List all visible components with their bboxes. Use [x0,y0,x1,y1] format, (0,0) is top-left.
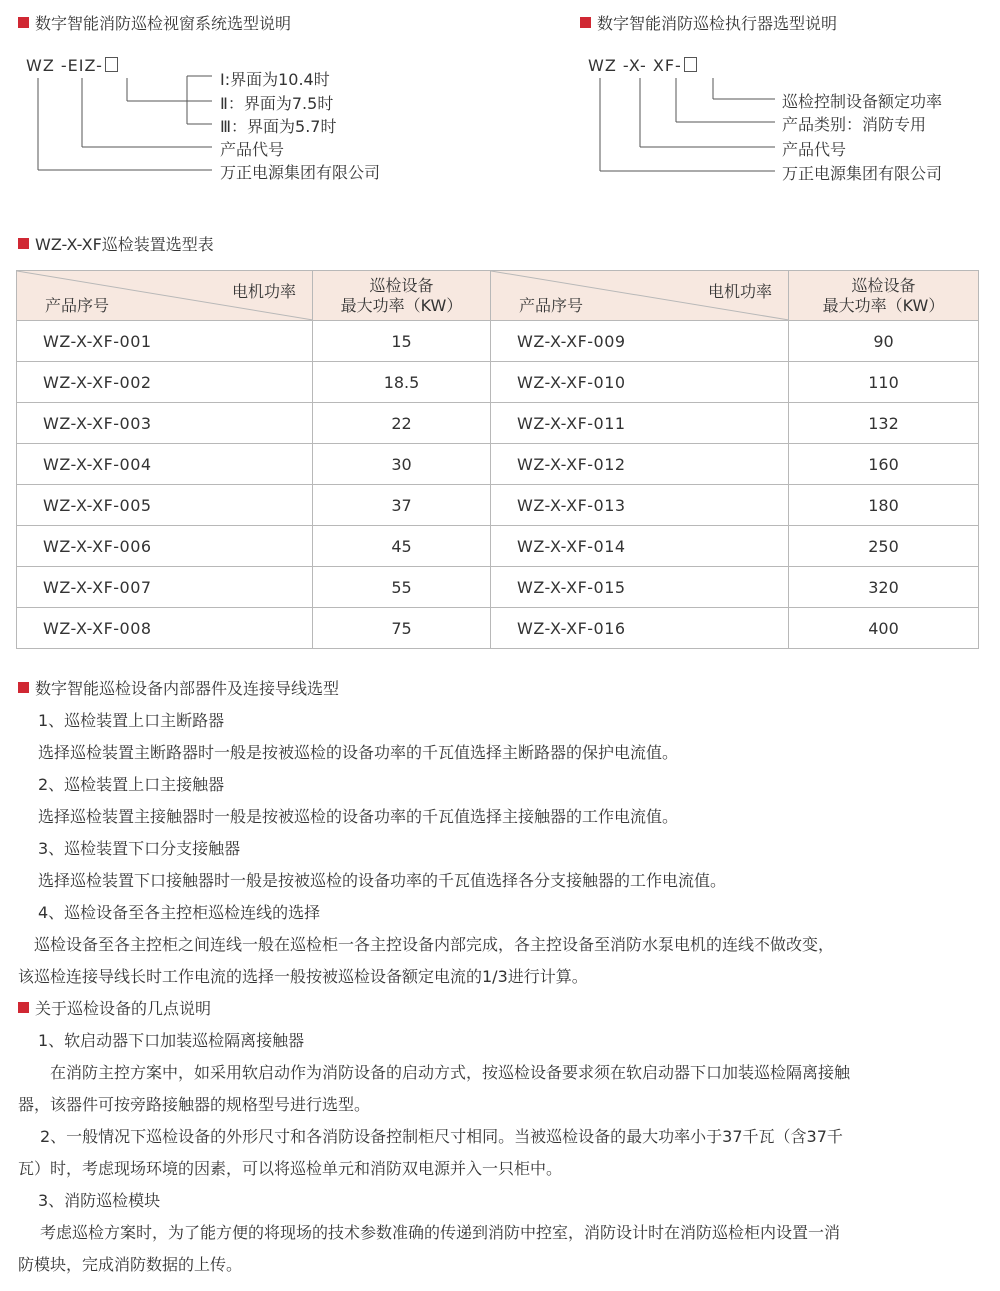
header-product-number: 产品序号 [45,296,110,315]
left-label-3: Ⅲ：界面为5.7时 [220,117,337,136]
product-number-cell: WZ-X-XF-012 [491,444,789,485]
note-item-title: 3、消防巡检模块 [38,1191,161,1210]
selection-table [16,270,979,649]
right-label-4: 万正电源集团有限公司 [782,164,943,183]
right-label-1: 巡检控制设备额定功率 [782,92,943,111]
table-header-row [17,271,979,321]
component-item-title: 4、巡检设备至各主控柜巡检连线的选择 [38,903,321,922]
components-heading [18,673,982,705]
header-product-number: 产品序号 [519,296,584,315]
header-value-line2: 最大功率（KW） [822,295,945,315]
max-power-cell: 30 [313,444,491,485]
note-item-text: 考虑巡检方案时，为了能方便的将现场的技术参数准确的传递到消防中控室，消防设计时在消防巡检柜内设置一消 [40,1223,841,1242]
header-value-cell-right [789,271,979,321]
table-heading-text: WZ-X-XF巡检装置选型表 [35,235,214,254]
max-power-cell: 55 [313,567,491,608]
header-value-line2: 最大功率（KW） [340,295,463,315]
placeholder-box-icon [684,57,697,72]
left-label-2: Ⅱ：界面为7.5时 [220,94,334,113]
note-item-text: 瓦）时，考虑现场环境的因素，可以将巡检单元和消防双电源并入一只柜中。 [18,1159,563,1178]
product-number-cell: WZ-X-XF-014 [491,526,789,567]
max-power-cell: 22 [313,403,491,444]
note-item-text: 防模块，完成消防数据的上传。 [18,1255,243,1274]
components-section [18,673,982,1281]
table-heading [18,232,214,255]
component-item-title: 2、巡检装置上口主接触器 [38,775,225,794]
product-number-cell: WZ-X-XF-010 [491,362,789,403]
product-number-cell: WZ-X-XF-013 [491,485,789,526]
right-label-2: 产品类别：消防专用 [782,115,927,134]
product-number-cell: WZ-X-XF-015 [491,567,789,608]
table-row [17,444,979,485]
header-motor-power: 电机功率 [231,282,296,301]
header-value-line1: 巡检设备 [851,275,916,295]
max-power-cell: 160 [789,444,979,485]
max-power-cell: 75 [313,608,491,649]
left-model-code-text: WZ -EIZ- [26,56,103,75]
component-item-text: 选择巡检装置主接触器时一般是按被巡检的设备功率的千瓦值选择主接触器的工作电流值。 [38,807,679,826]
header-motor-power: 电机功率 [707,282,772,301]
header-diagonal-cell-right [491,271,789,321]
product-number-cell: WZ-X-XF-011 [491,403,789,444]
max-power-cell: 110 [789,362,979,403]
max-power-cell: 18.5 [313,362,491,403]
bullet-square-icon [18,1002,29,1013]
header-value-line1: 巡检设备 [369,275,434,295]
table-row [17,485,979,526]
component-item-text: 选择巡检装置主断路器时一般是按被巡检的设备功率的千瓦值选择主断路器的保护电流值。 [38,743,679,762]
wire-text-line1: 巡检设备至各主控柜之间连线一般在巡检柜一各主控设备内部完成，各主控设备至消防水泵电机的连线不做改变， [34,935,835,954]
product-number-cell: WZ-X-XF-004 [17,444,313,485]
max-power-cell: 250 [789,526,979,567]
note-item-text: 2、一般情况下巡检设备的外形尺寸和各消防设备控制柜尺寸相同。当被巡检设备的最大功率小于37千瓦（含37千 [40,1127,843,1146]
max-power-cell: 45 [313,526,491,567]
bullet-square-icon [18,238,29,249]
left-label-5: 万正电源集团有限公司 [220,163,381,182]
component-item-text: 选择巡检装置下口接触器时一般是按被巡检的设备功率的千瓦值选择各分支接触器的工作电流值。 [38,871,727,890]
max-power-cell: 37 [313,485,491,526]
right-diagram-heading-text: 数字智能消防巡检执行器选型说明 [597,14,838,33]
header-diagonal-cell-left [17,271,313,321]
table-row [17,567,979,608]
product-number-cell: WZ-X-XF-016 [491,608,789,649]
right-label-3: 产品代号 [782,140,847,159]
bullet-square-icon [18,682,29,693]
right-model-code [588,56,697,75]
header-value-cell-left [313,271,491,321]
note-item-text: 器，该器件可按旁路接触器的规格型号进行选型。 [18,1095,371,1114]
table-row [17,526,979,567]
product-number-cell: WZ-X-XF-005 [17,485,313,526]
wire-text-line2: 该巡检连接导线长时工作电流的选择一般按被巡检设备额定电流的1/3进行计算。 [18,967,588,986]
max-power-cell: 180 [789,485,979,526]
max-power-cell: 90 [789,321,979,362]
right-model-code-text: WZ -X- XF- [588,56,682,75]
max-power-cell: 132 [789,403,979,444]
product-number-cell: WZ-X-XF-007 [17,567,313,608]
product-number-cell: WZ-X-XF-002 [17,362,313,403]
product-number-cell: WZ-X-XF-009 [491,321,789,362]
max-power-cell: 400 [789,608,979,649]
max-power-cell: 320 [789,567,979,608]
product-number-cell: WZ-X-XF-003 [17,403,313,444]
note-item-title: 1、软启动器下口加装巡检隔离接触器 [38,1031,305,1050]
product-number-cell: WZ-X-XF-008 [17,608,313,649]
notes-heading-text: 关于巡检设备的几点说明 [35,999,212,1018]
component-item-title: 3、巡检装置下口分支接触器 [38,839,241,858]
note-item-text: 在消防主控方案中，如采用软启动作为消防设备的启动方式，按巡检设备要求须在软启动器下口加装巡检隔离接触 [50,1063,851,1082]
table-row [17,608,979,649]
left-label-4: 产品代号 [220,140,285,159]
notes-heading [18,993,982,1025]
max-power-cell: 15 [313,321,491,362]
right-diagram-heading [580,11,837,34]
table-row [17,403,979,444]
left-label-1: Ⅰ:界面为10.4时 [220,70,330,89]
table-row [17,321,979,362]
product-number-cell: WZ-X-XF-001 [17,321,313,362]
table-row [17,362,979,403]
product-number-cell: WZ-X-XF-006 [17,526,313,567]
component-item-title: 1、巡检装置上口主断路器 [38,711,225,730]
left-diagram-heading-text: 数字智能消防巡检视窗系统选型说明 [35,14,292,33]
bullet-square-icon [580,17,591,28]
components-heading-text: 数字智能巡检设备内部器件及连接导线选型 [35,679,340,698]
